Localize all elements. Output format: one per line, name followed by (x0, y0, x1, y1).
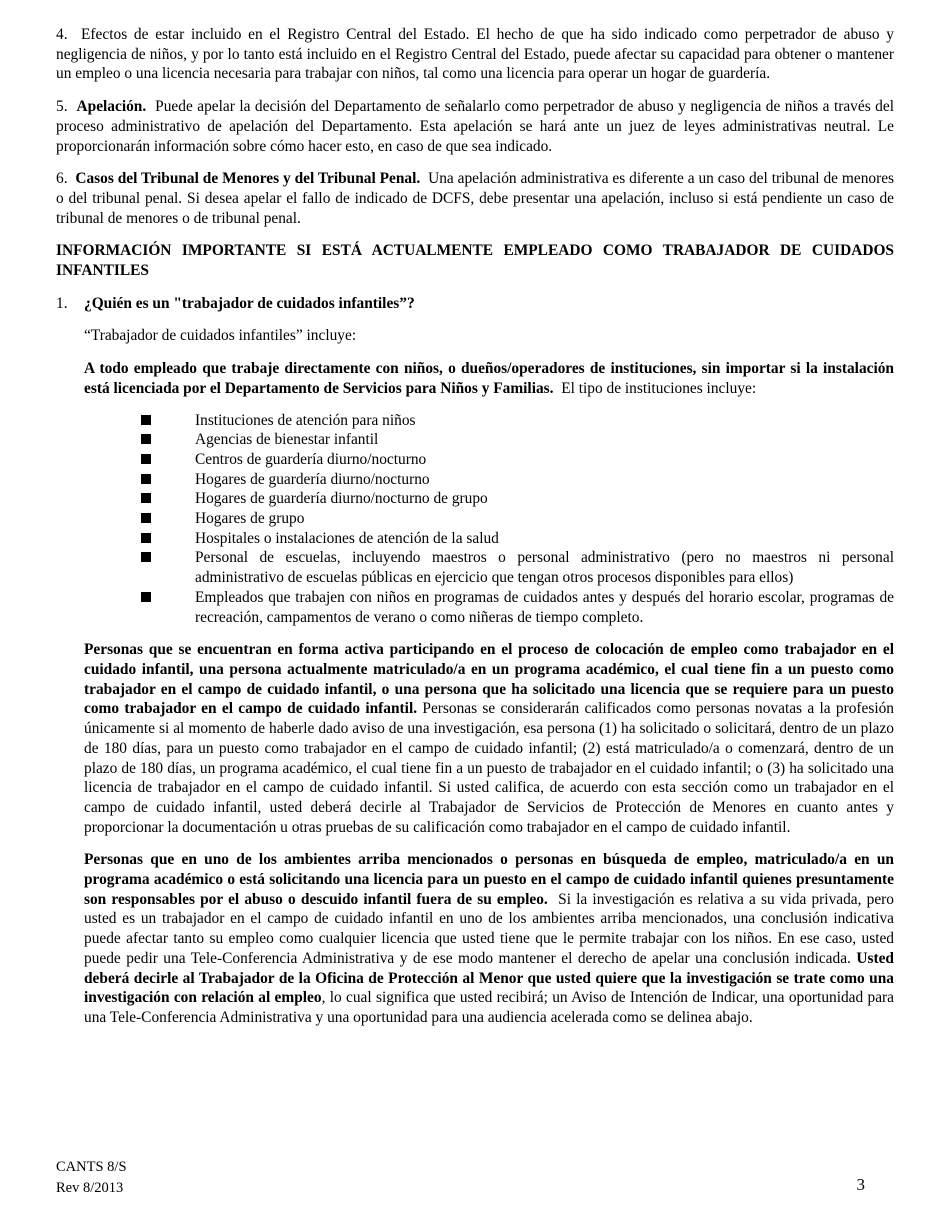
employees-text: El tipo de instituciones incluye: (561, 379, 757, 397)
section-number: 6. (56, 170, 68, 188)
question-text: ¿Quién es un "trabajador de cuidados infantiles”? (84, 294, 415, 312)
employees-paragraph (84, 359, 894, 398)
list-item: Hospitales o instalaciones de atención de la salud (56, 529, 894, 549)
section-text: Una apelación administrativa es diferente a un caso del tribunal de menores o del tribunal penal. Si desea apelar el fallo de indicado de DCFS, debe presentar una apelación, incluso si está pendiente un caso de tribunal de menores o de tribunal penal. (56, 170, 895, 227)
active-bold-text: Personas que se encuentran en forma activa participando en el proceso de colocación de empleo como trabajador en el cuidado infantil, una persona actualmente matriculado/a en un programa académico, el cual tiene fin a un puesto como trabajador en el campo de cuidado infantil, o una persona que ha solicitado una licencia que se requiere para un puesto como trabajador en el campo de cuidado infantil. (84, 641, 894, 718)
square-bullet-icon (141, 434, 151, 444)
private-text: Si la investigación es relativa a su vida privada, pero usted es un trabajador en el campo de cuidado infantil en uno de los ambientes arriba mencionados, una conclusión indicativa puede afectar tanto su empleo como cualquier licencia que usted tiene que le permite trabajar con los niños. En ese caso, usted puede pedir una Tele-Conferencia Administrativa y de ese modo mantener el derecho de apelar una conclusión indicada. (84, 890, 894, 967)
active-text: Personas se considerarán calificados como personas novatas a la profesión únicamente si al momento de haberle dado aviso de una investigación, esa persona (1) ha solicitado o solicitará, dentro de un plazo de 180 días, para un puesto como trabajador en el campo de cuidado infantil; (2) está matriculado/a o comenzará, dentro de un plazo de 180 días, un programa académico, el cual tiene fin a un puesto de trabajador en el cuidado infantil; o (3) ha solicitado una licencia de trabajador en el campo de cuidado infantil. Si usted califica, de acuerdo con esta sección como un trabajador en el campo de cuidado infantil, usted deberá decirle al Trabajador de Servicios de Protección de Menores en cuanto antes y proporcionar la documentación u otras pruebas de su calificación como trabajador en el campo de cuidado infantil. (84, 700, 895, 836)
active-participation-paragraph (84, 640, 894, 837)
list-item: Hogares de guardería diurno/nocturno (56, 470, 894, 490)
square-bullet-icon (141, 493, 151, 503)
square-bullet-icon (141, 415, 151, 425)
list-item: Hogares de guardería diurno/nocturno de grupo (56, 489, 894, 509)
list-item: Instituciones de atención para niños (56, 411, 894, 431)
form-number: CANTS 8/S (56, 1159, 127, 1175)
square-bullet-icon (141, 592, 151, 602)
institution-list (56, 411, 894, 628)
page-number: 3 (856, 1175, 865, 1194)
question-1 (56, 294, 894, 314)
section-6 (56, 169, 894, 228)
includes-line: “Trabajador de cuidados infantiles” incluye: (84, 327, 357, 345)
section-title: Casos del Tribunal de Menores y del Tribunal Penal. (75, 170, 421, 188)
section-text: Efectos de estar incluido en el Registro Central del Estado. El hecho de que ha sido indicado como perpetrador de abuso y negligencia de niños, y por lo tanto está incluido en el Registro Central del Estado, puede afectar su capacidad para obtener o mantener un empleo o una licencia necesaria para trabajar con niños, tal como una licencia para operar un hogar de guardería. (56, 26, 894, 83)
section-number: 4. (56, 26, 68, 43)
private-text-2: , lo cual significa que usted recibirá; un Aviso de Intención de Indicar, una oportunidad para una Tele-Conferencia Administrativa y una oportunidad para una audiencia acelerada como se delinea abajo. (84, 989, 895, 1026)
list-item: Hogares de grupo (56, 509, 894, 529)
list-item: Centros de guardería diurno/nocturno (56, 450, 894, 470)
square-bullet-icon (141, 474, 151, 484)
square-bullet-icon (141, 533, 151, 543)
section-4 (56, 25, 894, 84)
section-5 (56, 97, 894, 156)
square-bullet-icon (141, 454, 151, 464)
important-heading: INFORMACIÓN IMPORTANTE SI ESTÁ ACTUALMENTE EMPLEADO COMO TRABAJADOR DE CUIDADOS INFANTILES (56, 242, 894, 280)
section-text: Puede apelar la decisión del Departamento de señalarlo como perpetrador de abuso y negligencia de niños a través del proceso administrativo de apelación del Departamento. Esta apelación se hará ante un juez de leyes administrativas neutral. Le proporcionarán información sobre cómo hacer esto, en caso de que sea indicado. (56, 98, 894, 155)
square-bullet-icon (141, 513, 151, 523)
list-item: Personal de escuelas, incluyendo maestros o personal administrativo (pero no maestros ni personal administrativo de escuelas públicas en ejercicio que tengan otros procesos disponibles para ellos) (56, 548, 894, 587)
section-number: 5. (56, 98, 68, 116)
footer (56, 1157, 127, 1199)
private-bold-text-2: Usted deberá decirle al Trabajador de la Oficina de Protección al Menor que usted quiere que la investigación se trate como una investigación con relación al empleo (84, 949, 894, 1007)
list-item: Agencias de bienestar infantil (56, 430, 894, 450)
private-bold-text: Personas que en uno de los ambientes arriba mencionados o personas en búsqueda de empleo, matriculado/a en un programa académico o está solicitando una licencia para un puesto en el campo de cuidado infantil quienes presuntamente son responsables por el abuso o descuido infantil fuera de su empleo. (84, 851, 894, 908)
private-life-paragraph (84, 850, 894, 1027)
revision-date: Rev 8/2013 (56, 1180, 124, 1196)
employees-bold-text: A todo empleado que trabaje directamente con niños, o dueños/operadores de instituciones, sin importar si la instalación está licenciada por el Departamento de Servicios para Niños y Familias. (84, 360, 894, 397)
square-bullet-icon (141, 552, 151, 562)
document-page (56, 25, 894, 1028)
question-number: 1. (56, 294, 68, 312)
list-item: Empleados que trabajen con niños en programas de cuidados antes y después del horario escolar, programas de recreación, campamentos de verano o como niñeras de tiempo completo. (56, 588, 894, 627)
section-title: Apelación. (76, 98, 147, 116)
